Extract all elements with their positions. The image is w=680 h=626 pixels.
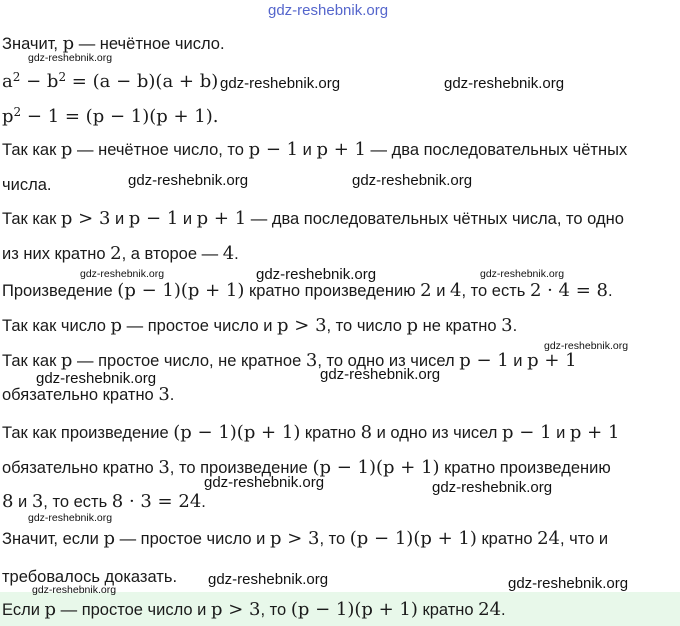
- watermark: gdz-reshebnik.org: [544, 340, 629, 352]
- watermark: gdz-reshebnik.org: [36, 370, 157, 387]
- watermark: gdz-reshebnik.org: [320, 366, 441, 383]
- watermark: gdz-reshebnik.org: [128, 172, 249, 189]
- text-line: обязательно кратно 3, то произведение (p − 1)(p + 1) кратно произведению: [2, 457, 611, 478]
- text-line: Так как p — нечётное число, то p − 1 и p + 1 — два последовательных чётных: [2, 139, 628, 160]
- conclusion-line: Если p — простое число и p > 3, то (p − 1)(p + 1) кратно 24.: [2, 599, 506, 620]
- watermark: gdz-reshebnik.org: [204, 474, 325, 491]
- formula-line: $p^2 - 1 = (p - 1)(p + 1)$.: [2, 105, 219, 127]
- text-line: из них кратно 2, а второе — 4.: [2, 243, 239, 264]
- text-line: обязательно кратно 3.: [2, 384, 175, 405]
- watermark: gdz-reshebnik.org: [28, 52, 113, 64]
- watermark: gdz-reshebnik.org: [208, 571, 329, 588]
- text-line: числа.: [2, 176, 52, 194]
- text-line: Так как произведение (p − 1)(p + 1) кратно 8 и одно из чисел p − 1 и p + 1: [2, 422, 620, 443]
- watermark: gdz-reshebnik.org: [352, 172, 473, 189]
- text-line: Значит, если p — простое число и p > 3, то (p − 1)(p + 1) кратно 24, что и: [2, 528, 609, 549]
- watermark: gdz-reshebnik.org: [256, 266, 377, 283]
- watermark: gdz-reshebnik.org: [508, 575, 629, 592]
- watermark: gdz-reshebnik.org: [220, 75, 341, 92]
- watermark: gdz-reshebnik.org: [80, 268, 165, 280]
- watermark: gdz-reshebnik.org: [444, 75, 565, 92]
- watermark: gdz-reshebnik.org: [28, 512, 113, 524]
- text-line: Значит, p — нечётное число.: [2, 33, 225, 54]
- text-line: Произведение (p − 1)(p + 1) кратно произведению 2 и 4, то есть 2 · 4 = 8.: [2, 280, 613, 301]
- watermark: gdz-reshebnik.org: [32, 584, 117, 596]
- text-line: Так как p > 3 и p − 1 и p + 1 — два последовательных чётных числа, то одно: [2, 208, 624, 229]
- formula-line: $a^2 - b^2 = (a - b)(a + b)$: [2, 70, 219, 92]
- text-line: Так как число p — простое число и p > 3, то число p не кратно 3.: [2, 315, 518, 336]
- text-line: 8 и 3, то есть 8 · 3 = 24.: [2, 491, 206, 512]
- text-line: требовалось доказать.: [2, 568, 178, 586]
- text-line: Так как p — простое число, не кратное 3, то одно из чисел p − 1 и p + 1: [2, 350, 577, 371]
- watermark: gdz-reshebnik.org: [432, 479, 553, 496]
- watermark: gdz-reshebnik.org: [268, 2, 389, 19]
- watermark: gdz-reshebnik.org: [480, 268, 565, 280]
